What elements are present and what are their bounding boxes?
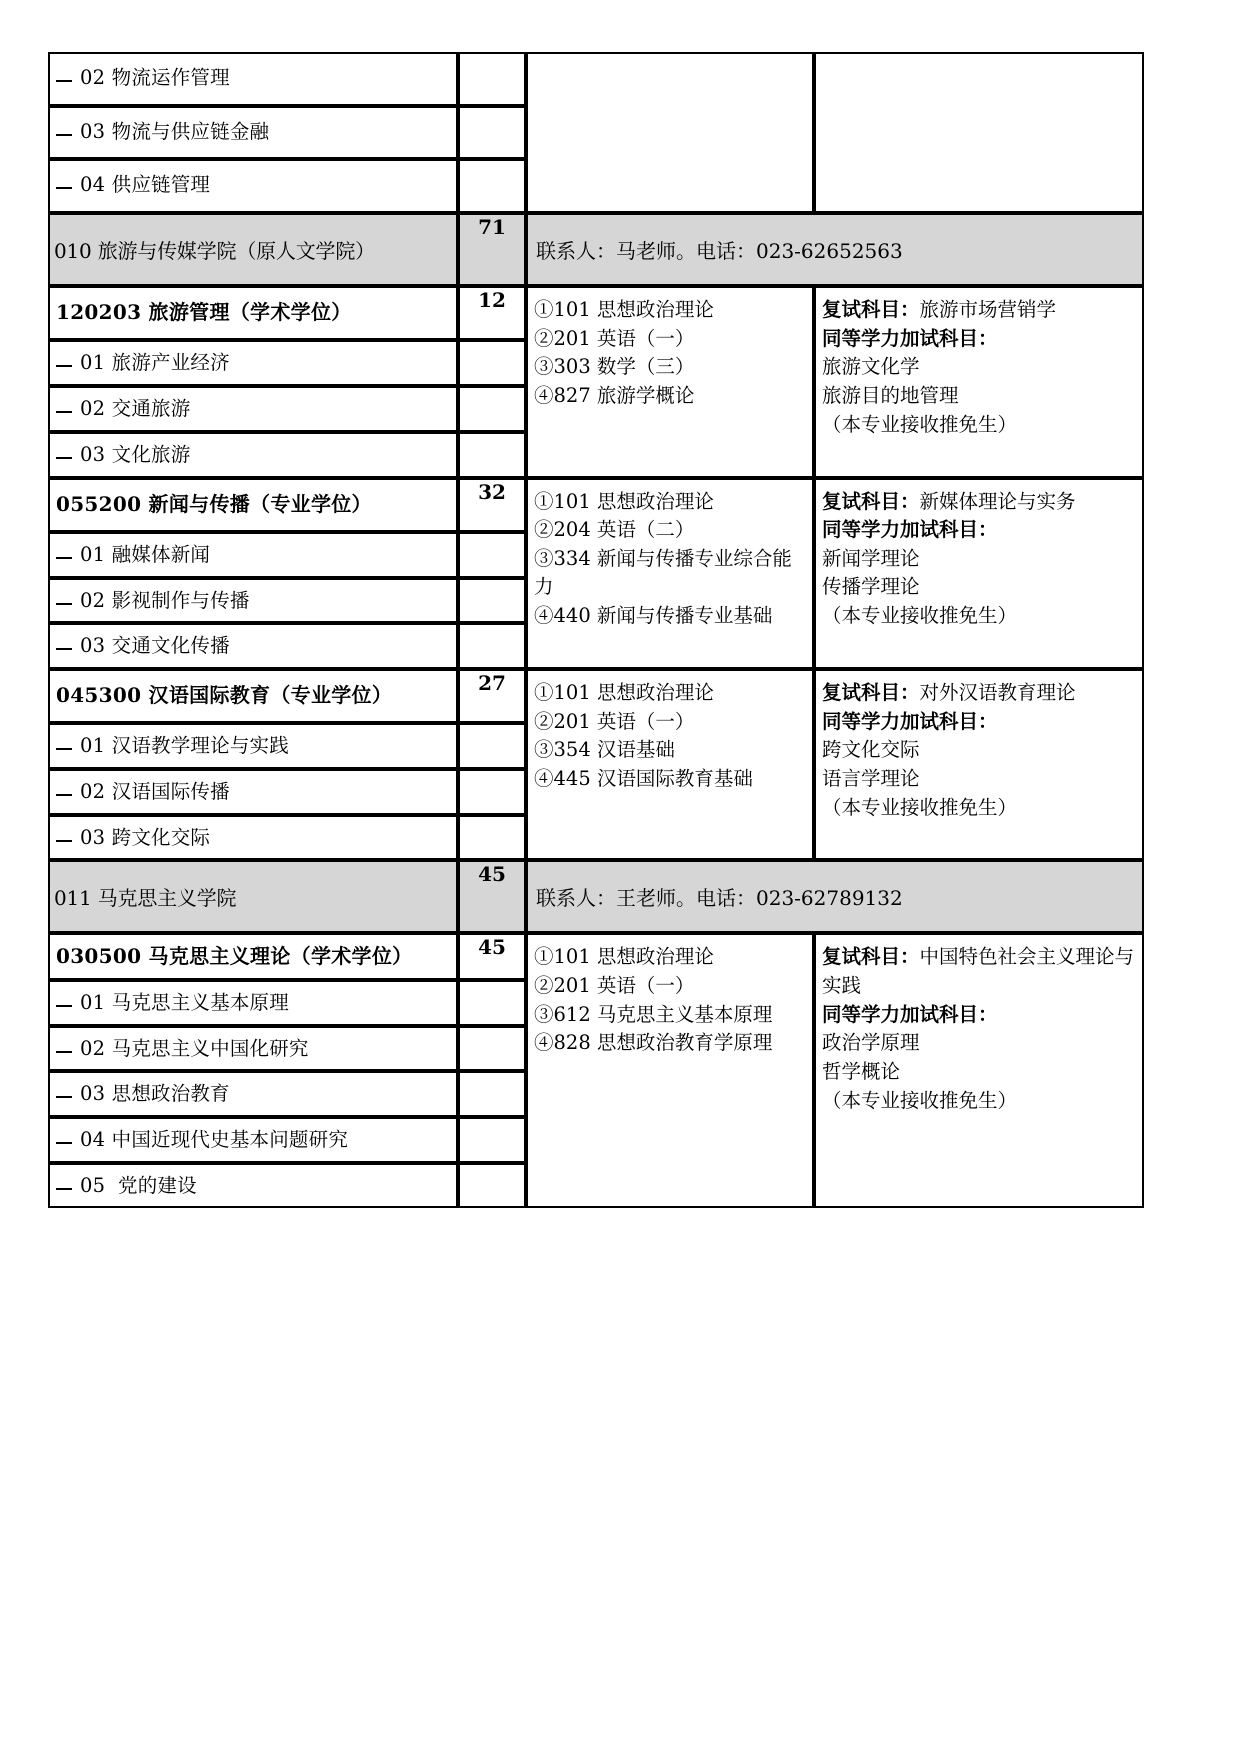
direction-cell	[48, 815, 458, 861]
review-subjects-block	[816, 288, 1142, 447]
direction-text: 04	[80, 1127, 106, 1151]
equivalent-item-2: 传播学理论	[822, 575, 920, 599]
direction-text: 03	[80, 634, 106, 658]
major-quota: 27	[478, 670, 506, 695]
direction-row	[50, 1073, 456, 1115]
direction-text: 02	[80, 1036, 106, 1060]
direction-row	[50, 580, 456, 622]
direction-row	[50, 434, 456, 476]
direction-text: 02	[80, 397, 106, 421]
direction-text: 02	[80, 780, 106, 804]
direction-row-1	[50, 108, 456, 158]
equivalent-item-2: 旅游目的地管理	[822, 384, 959, 408]
exam-subject-4: ④828 思想政治教育学原理	[534, 1031, 773, 1055]
bullet-dash-icon	[56, 648, 72, 650]
bullet-dash-icon	[56, 794, 72, 796]
equivalent-item-2: 语言学理论	[822, 766, 920, 790]
equivalent-label: 同等学力加试科目：	[822, 518, 998, 542]
direction-row	[50, 982, 456, 1024]
quota-cell	[458, 1163, 526, 1209]
table-body	[48, 52, 1144, 1208]
bullet-dash-icon	[56, 1051, 72, 1053]
exam-subject-3: ③612 马克思主义基本原理	[534, 1002, 773, 1026]
exam-subject-3: ③334 新闻与传播专业综合能力	[534, 546, 792, 599]
review-subjects-cell	[814, 478, 1144, 669]
college-contact-cell	[526, 860, 1144, 933]
quota-cell	[458, 532, 526, 578]
direction-cell	[48, 432, 458, 478]
retest-line	[822, 943, 1138, 1000]
admissions-catalog-table	[48, 52, 1144, 1208]
exam-subject-3: ③354 汉语基础	[534, 738, 675, 762]
direction-cell	[48, 1117, 458, 1163]
direction-cell	[48, 532, 458, 578]
exam-subject-4: ④445 汉语国际教育基础	[534, 766, 753, 790]
direction-cell	[48, 1071, 458, 1117]
bullet-dash-icon	[56, 365, 72, 367]
college-name-cell	[48, 213, 458, 286]
review-note: （本专业接收推免生）	[822, 412, 1018, 436]
bullet-dash-icon	[56, 840, 72, 842]
retest-value: 对外汉语教育理论	[919, 680, 1076, 704]
direction-text: 03	[80, 442, 106, 466]
review-note: （本专业接收推免生）	[822, 1088, 1018, 1112]
review-subjects-cell	[814, 52, 1144, 213]
direction-row	[50, 534, 456, 576]
equivalent-label: 同等学力加试科目：	[822, 709, 998, 733]
quota-cell	[458, 432, 526, 478]
exam-subjects-cell	[526, 286, 814, 477]
quota-cell	[458, 815, 526, 861]
direction-row	[50, 817, 456, 859]
bullet-dash-icon	[56, 80, 72, 82]
quota-cell	[458, 623, 526, 669]
exam-subject-1: ①101 思想政治理论	[534, 945, 714, 969]
exam-subject-4: ④827 旅游学概论	[534, 384, 695, 408]
bullet-dash-icon	[56, 603, 72, 605]
retest-line	[822, 296, 1138, 325]
bullet-dash-icon	[56, 557, 72, 559]
direction-name: 党的建设	[111, 1173, 197, 1197]
direction-text: 01	[80, 542, 106, 566]
direction-text: 01	[80, 351, 106, 375]
retest-value: 旅游市场营销学	[919, 298, 1057, 322]
direction-name: 交通旅游	[111, 397, 191, 421]
exam-subject-1: ①101 思想政治理论	[534, 489, 714, 513]
college-quota: 71	[478, 215, 506, 240]
retest-line	[822, 679, 1138, 708]
retest-label: 复试科目：	[822, 489, 920, 513]
equivalent-label: 同等学力加试科目：	[822, 326, 998, 350]
direction-cell	[48, 578, 458, 624]
major-title: 120203 旅游管理（学术学位）	[56, 300, 352, 325]
direction-text: 05	[80, 1173, 106, 1197]
direction-row	[50, 1165, 456, 1207]
exam-subjects-list	[528, 480, 812, 639]
direction-row	[50, 388, 456, 430]
major-title-cell	[48, 286, 458, 340]
major-title: 030500 马克思主义理论（学术学位）	[56, 944, 413, 969]
major-title-cell	[48, 933, 458, 979]
review-note: （本专业接收推免生）	[822, 604, 1018, 628]
review-subjects-block	[816, 935, 1142, 1123]
exam-subjects-cell	[526, 669, 814, 860]
direction-row	[50, 1119, 456, 1161]
exam-subjects-list	[528, 671, 812, 802]
quota-cell	[458, 340, 526, 386]
direction-cell	[48, 769, 458, 815]
quota-cell	[458, 578, 526, 624]
direction-name: 物流运作管理	[111, 66, 230, 89]
direction-row	[50, 725, 456, 767]
direction-text: 01	[80, 990, 106, 1014]
direction-name: 文化旅游	[111, 442, 191, 466]
quota-cell	[458, 1026, 526, 1072]
review-subjects-cell	[814, 933, 1144, 1208]
major-quota-cell	[458, 669, 526, 723]
direction-name: 物流与供应链金融	[111, 119, 270, 143]
retest-value: 新媒体理论与实务	[919, 489, 1076, 513]
retest-line	[822, 488, 1138, 517]
quota-cell	[458, 769, 526, 815]
bullet-dash-icon	[56, 1005, 72, 1007]
direction-name: 马克思主义中国化研究	[111, 1036, 309, 1060]
major-quota-cell	[458, 478, 526, 532]
direction-text: 03	[80, 825, 106, 849]
review-note: （本专业接收推免生）	[822, 795, 1018, 819]
college-contact-cell	[526, 213, 1144, 286]
direction-cell	[48, 386, 458, 432]
exam-subjects-cell	[526, 933, 814, 1208]
college-quota-cell	[458, 860, 526, 933]
exam-subject-3: ③303 数学（三）	[534, 355, 695, 379]
college-quota: 45	[478, 862, 506, 887]
direction-cell	[48, 980, 458, 1026]
exam-subjects-list	[528, 288, 812, 419]
bullet-dash-icon	[56, 187, 72, 189]
major-quota: 32	[478, 479, 506, 504]
college-header-row-011	[48, 860, 1144, 933]
quota-cell	[458, 723, 526, 769]
college-contact: 联系人：马老师。电话：023-62652563	[536, 239, 903, 264]
direction-row	[50, 625, 456, 667]
college-name: 011 马克思主义学院	[54, 886, 237, 911]
college-contact: 联系人：王老师。电话：023-62789132	[536, 886, 903, 911]
direction-cell	[48, 1163, 458, 1209]
major-quota-cell	[458, 933, 526, 979]
bullet-dash-icon	[56, 1188, 72, 1190]
retest-label: 复试科目：	[822, 945, 920, 969]
major-title: 045300 汉语国际教育（专业学位）	[56, 682, 393, 707]
bullet-dash-icon	[56, 1142, 72, 1144]
table-row	[48, 286, 1144, 340]
exam-subjects-cell	[526, 478, 814, 669]
exam-subject-2: ②201 英语（一）	[534, 974, 695, 998]
exam-subject-2: ②204 英语（二）	[534, 518, 695, 542]
direction-name: 影视制作与传播	[111, 588, 250, 612]
equivalent-item-1: 跨文化交际	[822, 738, 920, 762]
exam-subject-4: ④440 新闻与传播专业基础	[534, 604, 773, 628]
major-title-cell	[48, 478, 458, 532]
equivalent-item-1: 政治学原理	[822, 1031, 920, 1055]
college-header-row-010	[48, 213, 1144, 286]
quota-cell	[458, 1117, 526, 1163]
direction-name: 思想政治教育	[111, 1082, 230, 1106]
direction-cell	[48, 340, 458, 386]
equivalent-item-1: 新闻学理论	[822, 546, 920, 570]
exam-subjects-list	[528, 935, 812, 1066]
quota-cell	[458, 52, 526, 106]
direction-name: 交通文化传播	[111, 634, 230, 658]
quota-cell	[458, 159, 526, 213]
bullet-dash-icon	[56, 457, 72, 459]
direction-cell	[48, 723, 458, 769]
quota-cell	[458, 386, 526, 432]
table-row	[48, 52, 1144, 106]
direction-row	[50, 1028, 456, 1070]
direction-cell	[48, 106, 458, 160]
equivalent-item-1: 旅游文化学	[822, 355, 920, 379]
table-row	[48, 669, 1144, 723]
quota-cell	[458, 1071, 526, 1117]
direction-name: 旅游产业经济	[111, 351, 230, 375]
direction-text: 03	[80, 119, 106, 143]
retest-value: 中国特色社会主义理论与实践	[822, 945, 1135, 998]
direction-row	[50, 771, 456, 813]
review-subjects-block	[816, 671, 1142, 830]
bullet-dash-icon	[56, 748, 72, 750]
exam-subject-2: ②201 英语（一）	[534, 709, 695, 733]
quota-cell	[458, 980, 526, 1026]
bullet-dash-icon	[56, 134, 72, 136]
direction-cell	[48, 623, 458, 669]
direction-name: 中国近现代史基本问题研究	[111, 1127, 349, 1151]
direction-row-0	[50, 54, 456, 104]
direction-row-2	[50, 161, 456, 211]
review-subjects-cell	[814, 669, 1144, 860]
exam-subject-2: ②201 英语（一）	[534, 326, 695, 350]
major-quota: 45	[478, 935, 506, 960]
direction-cell	[48, 1026, 458, 1072]
quota-cell	[458, 106, 526, 160]
bullet-dash-icon	[56, 1096, 72, 1098]
equivalent-label: 同等学力加试科目：	[822, 1002, 998, 1026]
exam-subjects-cell	[526, 52, 814, 213]
direction-cell	[48, 52, 458, 106]
major-title-cell	[48, 669, 458, 723]
direction-name: 供应链管理	[111, 173, 211, 197]
direction-cell	[48, 159, 458, 213]
college-quota-cell	[458, 213, 526, 286]
direction-text: 04	[80, 173, 106, 197]
direction-name: 马克思主义基本原理	[111, 990, 289, 1014]
table-row	[48, 478, 1144, 532]
direction-text: 03	[80, 1082, 106, 1106]
direction-name: 汉语国际传播	[111, 780, 230, 804]
bullet-dash-icon	[56, 411, 72, 413]
direction-text: 02	[80, 66, 106, 89]
review-subjects-cell	[814, 286, 1144, 477]
direction-text: 01	[80, 734, 106, 758]
equivalent-item-2: 哲学概论	[822, 1060, 901, 1084]
table-row	[48, 933, 1144, 979]
direction-name: 融媒体新闻	[111, 542, 211, 566]
college-name-cell	[48, 860, 458, 933]
direction-text: 02	[80, 588, 106, 612]
major-quota-cell	[458, 286, 526, 340]
exam-subject-1: ①101 思想政治理论	[534, 680, 714, 704]
direction-name: 跨文化交际	[111, 825, 211, 849]
major-title: 055200 新闻与传播（专业学位）	[56, 491, 372, 516]
direction-row	[50, 342, 456, 384]
direction-name: 汉语教学理论与实践	[111, 734, 289, 758]
exam-subject-1: ①101 思想政治理论	[534, 298, 714, 322]
review-subjects-block	[816, 480, 1142, 639]
retest-label: 复试科目：	[822, 298, 920, 322]
college-name: 010 旅游与传媒学院（原人文学院）	[54, 239, 375, 264]
retest-label: 复试科目：	[822, 680, 920, 704]
major-quota: 12	[478, 288, 506, 313]
